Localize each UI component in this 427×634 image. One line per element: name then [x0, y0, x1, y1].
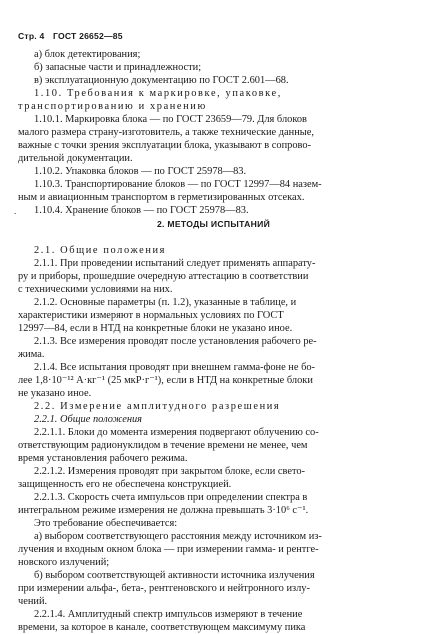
text-line: чений.: [18, 596, 48, 607]
text-line: 2.2.1.1. Блоки до момента измерения подвергают облучению со-: [34, 427, 319, 438]
text-line: лучения и входным окном блока — при измерении гамма- и рентге-: [18, 544, 319, 555]
text-line: не указано иное.: [18, 388, 92, 399]
text-line: 2.1.4. Все испытания проводят при внешнем гамма-фоне не бо-: [34, 362, 316, 373]
text-line: при измерении альфа-, бета-, рентгеновского и нейтронного излу-: [18, 583, 310, 594]
text-line: 2.2.1.3. Скорость счета импульсов при определении спектра в: [34, 492, 308, 503]
section-title: 2. МЕТОДЫ ИСПЫТАНИЙ: [156, 219, 271, 229]
text-line: 12997—84, если в НТД на конкретные блоки не указано иное.: [18, 323, 293, 334]
text-line: 2.1.3. Все измерения проводят после установления рабочего ре-: [34, 336, 317, 347]
standard-number: ГОСТ 26652—85: [53, 31, 123, 41]
text-line: 2.1.1. При проведении испытаний следует применять аппарату-: [34, 258, 316, 269]
text-line: ответствующим радионуклидом в течение времени не менее, чем: [18, 440, 308, 451]
subsection-heading: транспортированию и хранению: [18, 101, 207, 112]
section-2-body: [18, 244, 414, 634]
text-line: ным и авиационным транспортом в герметизированных отсеках.: [18, 192, 305, 203]
text-line: с техническими условиями на них.: [18, 284, 173, 295]
text-line: в) эксплуатационную документацию по ГОСТ 2.601—68.: [34, 75, 289, 86]
subsection-heading: 2.1. Общие положения: [34, 245, 167, 256]
text-line: дительной документации.: [18, 153, 133, 164]
margin-dot: .: [14, 206, 17, 216]
text-line: новского излучений;: [18, 557, 110, 568]
text-line: важные с точки зрения эксплуатации блока, указывают в сопрово-: [18, 140, 312, 151]
text-line: 1.10.3. Транспортирование блоков — по ГОСТ 12997—84 назем-: [34, 179, 322, 190]
text-line: б) выбором соответствующей активности источника излучения: [34, 570, 315, 581]
text-line: 1.10.4. Хранение блоков — по ГОСТ 25978—83.: [34, 205, 249, 216]
subsection-heading: 2.2. Измерение амплитудного разрешения: [34, 401, 281, 412]
text-line: а) выбором соответствующего расстояния между источником из-: [34, 531, 322, 542]
text-line: время установления рабочего режима.: [18, 453, 188, 464]
text-line: лее 1,8·10⁻¹² А·кг⁻¹ (25 мкР·г⁻¹), если в НТД на конкретные блоки: [18, 375, 313, 386]
page-header: [18, 30, 129, 43]
text-line: интегральном режиме измерения не должна превышать 3·10⁶ с⁻¹.: [18, 505, 309, 516]
text-line: а) блок детектирования;: [34, 49, 141, 60]
text-line: защищенность его не обеспечена конструкцией.: [18, 479, 232, 490]
text-line: Это требование обеспечивается:: [34, 518, 178, 529]
text-line: жима.: [18, 349, 45, 360]
text-line: 2.2.1.4. Амплитудный спектр импульсов измеряют в течение: [34, 609, 303, 620]
subsection-heading: 1.10. Требования к маркировке, упаковке,: [34, 88, 282, 99]
subsection-heading: 2.2.1. Общие положения: [34, 414, 143, 425]
text-line: 2.2.1.2. Измерения проводят при закрытом блоке, если свето-: [34, 466, 305, 477]
text-line: времени, за которое в канале, соответствующем максимуму пика: [18, 622, 306, 633]
text-line: малого размера страну-изготовитель, а также технические данные,: [18, 127, 314, 138]
text-line: 1.10.2. Упаковка блоков — по ГОСТ 25978—83.: [34, 166, 247, 177]
text-line: 2.1.2. Основные параметры (п. 1.2), указанные в таблице, и: [34, 297, 297, 308]
section-1-continuation: [18, 48, 414, 217]
text-line: б) запасные части и принадлежности;: [34, 62, 202, 73]
page-number: Стр. 4: [18, 31, 45, 41]
text-line: характеристики измеряют в нормальных условиях по ГОСТ: [18, 310, 284, 321]
text-line: 1.10.1. Маркировка блока — по ГОСТ 23659—79. Для блоков: [34, 114, 307, 125]
text-line: ру и приборы, прошедшие очередную аттестацию в соответствии: [18, 271, 309, 282]
